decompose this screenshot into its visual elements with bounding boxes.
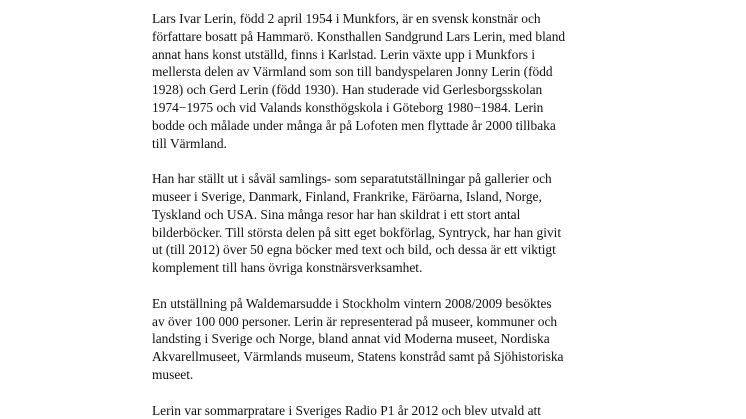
text-line: Han har ställt ut i såväl samlings- som separatutställningar på gallerier och (152, 171, 552, 187)
text-line: museer i Sverige, Danmark, Finland, Frankrike, Färöarna, Island, Norge, (152, 188, 542, 204)
text-line: museet. (152, 366, 194, 382)
paragraph-radio (152, 402, 600, 419)
text-line: komplement till hans övriga konstnärsverksamhet. (152, 260, 423, 276)
text-line: bilderböcker. Till största delen på sitt eget bokförlag, Syntryck, har han givit (152, 224, 562, 240)
text-line: Lars Ivar Lerin, född 2 april 1954 i Munkfors, är en svensk konstnär och (152, 11, 541, 26)
text-line: ut (till 2012) över 50 egna böcker med text och bild, och dessa är ett viktigt (152, 242, 556, 258)
text-line: annat hans konst utställd, finns i Karlstad. Lerin växte upp i Munkfors i (152, 46, 536, 62)
paragraph-biography (152, 10, 600, 152)
text-line: Akvarellmuseet, Värmlands museum, Statens konstråd samt på Sjöhistoriska (152, 349, 564, 365)
text-line: landsting i Sverige och Norge, bland annat vid Moderna museet, Nordiska (152, 331, 550, 347)
text-line: En utställning på Waldemarsudde i Stockholm vintern 2008/2009 besöktes (152, 295, 552, 311)
text-line: författare bosatt på Hammarö. Konsthallen Sandgrund Lars Lerin, med bland (152, 28, 566, 44)
text-line: Lerin var sommarpratare i Sveriges Radio P1 år 2012 och blev utvald att (152, 402, 541, 418)
text-line: Tyskland och USA. Sina många resor har han skildrat i ett stort antal (152, 206, 521, 222)
text-line: av över 100 000 personer. Lerin är representerad på museer, kommuner och (152, 313, 558, 329)
text-column (152, 10, 600, 419)
text-line: mellersta delen av Värmland som son till bandyspelaren Jonny Lerin (född (152, 64, 553, 80)
paragraph-exhibitions (152, 170, 600, 277)
paragraph-waldemarsudde (152, 295, 600, 384)
text-line: 1974−1975 och vid Valands konsthögskola i Göteborg 1980−1984. Lerin (152, 99, 544, 115)
text-line: bodde och målade under många år på Lofoten men flyttade år 2000 tillbaka (152, 117, 556, 133)
text-line: till Värmland. (152, 135, 227, 151)
text-line: 1928) och Gerd Lerin (född 1930). Han studerade vid Gerlesborgsskolan (152, 82, 543, 98)
